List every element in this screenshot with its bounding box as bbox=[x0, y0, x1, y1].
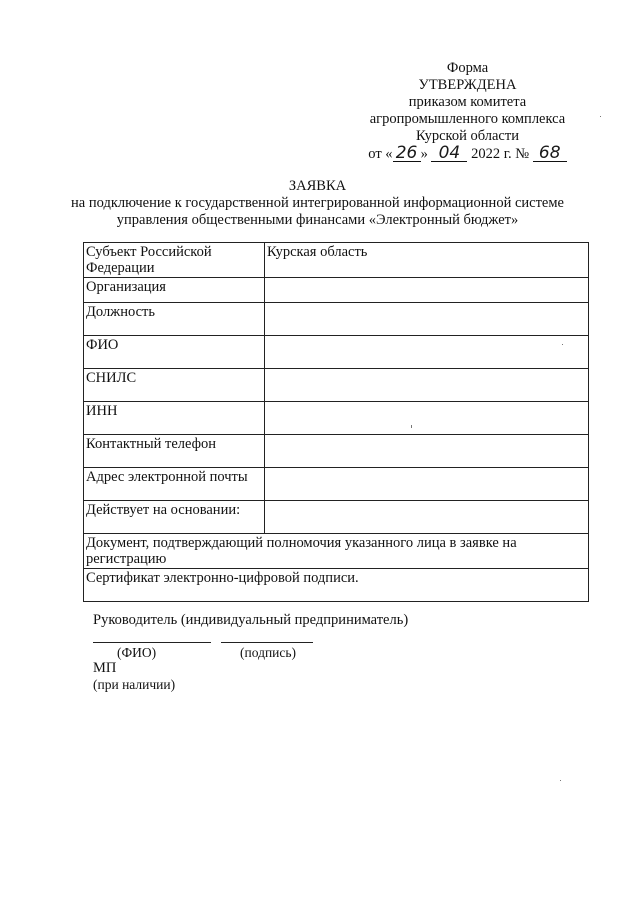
row-label: Организация bbox=[84, 278, 265, 303]
row-value bbox=[265, 501, 589, 534]
application-form-table bbox=[83, 242, 589, 602]
certificate-row: Сертификат электронно-цифровой подписи. bbox=[84, 569, 589, 602]
approval-stamp bbox=[340, 60, 595, 163]
row-label: Действует на основании: bbox=[84, 501, 265, 534]
signature-caption: (подпись) bbox=[240, 645, 297, 660]
scan-speck bbox=[600, 116, 601, 117]
table-row bbox=[84, 534, 589, 569]
order-month: 04 bbox=[431, 145, 467, 162]
table-row bbox=[84, 468, 589, 501]
row-label: СНИЛС bbox=[84, 369, 265, 402]
row-value bbox=[265, 336, 589, 369]
scan-speck bbox=[560, 780, 561, 781]
row-label: Должность bbox=[84, 303, 265, 336]
table-row bbox=[84, 243, 589, 278]
row-label: ФИО bbox=[84, 336, 265, 369]
table-row bbox=[84, 435, 589, 468]
row-value bbox=[265, 435, 589, 468]
table-row bbox=[84, 336, 589, 369]
region-line: Курской области bbox=[416, 128, 519, 144]
fio-line bbox=[93, 642, 211, 643]
table-row bbox=[84, 402, 589, 435]
row-value bbox=[265, 369, 589, 402]
stamp-label: МП bbox=[93, 660, 117, 676]
row-label: Адрес электронной почты bbox=[84, 468, 265, 501]
committee-line: агропромышленного комплекса bbox=[369, 111, 566, 127]
signature-line bbox=[221, 642, 313, 643]
approved-by-line: приказом комитета bbox=[408, 94, 527, 110]
row-label: Контактный телефон bbox=[84, 435, 265, 468]
date-mid: » bbox=[420, 146, 428, 162]
row-value bbox=[265, 402, 589, 435]
row-value bbox=[265, 278, 589, 303]
title-heading: ЗАЯВКА bbox=[288, 178, 347, 194]
row-value: Курская область bbox=[265, 243, 589, 278]
authority-document-row: Документ, подтверждающий полномочия указанного лица в заявке на регистрацию bbox=[84, 534, 589, 569]
document-title bbox=[0, 178, 635, 229]
row-value bbox=[265, 468, 589, 501]
row-label: ИНН bbox=[84, 402, 265, 435]
approved-label: УТВЕРЖДЕНА bbox=[418, 77, 517, 93]
scan-speck bbox=[411, 425, 412, 428]
table-row bbox=[84, 369, 589, 402]
row-value bbox=[265, 303, 589, 336]
order-date-line bbox=[340, 145, 595, 163]
order-year: 2022 г. № bbox=[471, 146, 530, 162]
fio-caption: (ФИО) bbox=[117, 645, 157, 660]
signature-heading: Руководитель (индивидуальный предприниматель) bbox=[93, 612, 409, 628]
stamp-note: (при наличии) bbox=[93, 677, 176, 692]
form-label: Форма bbox=[446, 60, 489, 76]
order-day: 26 bbox=[393, 145, 421, 162]
date-prefix: от « bbox=[368, 146, 393, 162]
table-row bbox=[84, 501, 589, 534]
title-line-2: управления общественными финансами «Электронный бюджет» bbox=[116, 212, 519, 228]
row-label: Субъект Российской Федерации bbox=[84, 243, 265, 278]
title-line-1: на подключение к государственной интегрированной информационной системе bbox=[71, 195, 564, 211]
scan-speck bbox=[562, 344, 563, 345]
order-number: 68 bbox=[533, 145, 567, 162]
table-row bbox=[84, 569, 589, 602]
table-row bbox=[84, 303, 589, 336]
table-row bbox=[84, 278, 589, 303]
